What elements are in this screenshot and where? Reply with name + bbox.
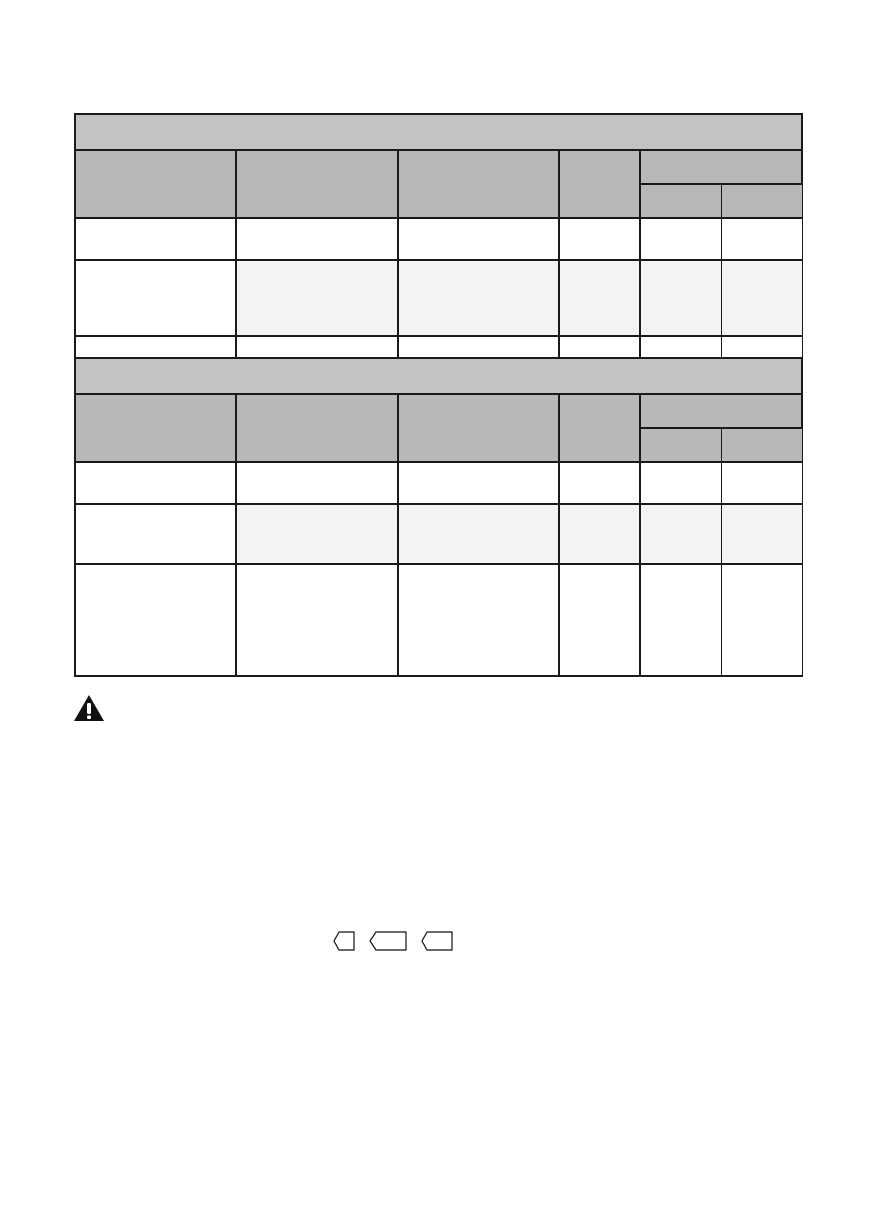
pentagon-tag-icon-small	[333, 931, 355, 951]
table-row	[75, 462, 802, 504]
table-cell	[236, 504, 398, 564]
table-cell	[721, 504, 802, 564]
table-row	[75, 218, 802, 260]
table-cell	[236, 336, 398, 358]
header-cell	[75, 150, 236, 218]
table-cell	[398, 260, 559, 336]
table-cell	[75, 260, 236, 336]
table-cell	[236, 260, 398, 336]
table-cell	[398, 462, 559, 504]
table-cell	[559, 462, 640, 504]
table-cell	[721, 564, 802, 676]
header-cell	[236, 394, 398, 462]
table-cell	[75, 218, 236, 260]
table-cell	[75, 336, 236, 358]
header-cell	[75, 394, 236, 462]
subheader-cell	[721, 184, 802, 218]
table-cell	[236, 564, 398, 676]
table-cell	[398, 218, 559, 260]
subheader-cell	[640, 428, 721, 462]
table-cell	[721, 336, 802, 358]
table-cell	[640, 564, 721, 676]
section-band-2	[75, 358, 802, 394]
table-row	[75, 564, 802, 676]
table-cell	[640, 462, 721, 504]
header-row	[75, 394, 802, 428]
header-group-cell	[640, 394, 802, 428]
table-cell	[75, 564, 236, 676]
table-cell	[559, 260, 640, 336]
warning-triangle-icon	[73, 694, 105, 722]
table-row	[75, 260, 802, 336]
table-cell	[398, 504, 559, 564]
header-cell	[559, 150, 640, 218]
tag-glyph-row	[333, 931, 463, 953]
table-cell	[640, 260, 721, 336]
table-cell	[236, 462, 398, 504]
table-cell	[559, 564, 640, 676]
table-cell	[398, 564, 559, 676]
table-cell	[75, 462, 236, 504]
table-row	[75, 504, 802, 564]
table-cell	[75, 504, 236, 564]
table-row	[75, 336, 802, 358]
table-cell	[640, 218, 721, 260]
header-cell	[398, 150, 559, 218]
section-band-cell	[75, 114, 802, 150]
table-cell	[640, 504, 721, 564]
section-band-1	[75, 114, 802, 150]
header-cell	[398, 394, 559, 462]
section-band-cell	[75, 358, 802, 394]
table-cell	[721, 462, 802, 504]
table-cell	[640, 336, 721, 358]
table-cell	[559, 504, 640, 564]
pentagon-tag-icon-medium	[421, 931, 453, 951]
table-cell	[559, 336, 640, 358]
spec-table	[74, 113, 803, 677]
header-group-cell	[640, 150, 802, 184]
table-cell	[559, 218, 640, 260]
header-row	[75, 150, 802, 184]
table-cell	[721, 260, 802, 336]
header-cell	[559, 394, 640, 462]
table-cell	[721, 218, 802, 260]
spec-table-container	[74, 113, 801, 677]
table-cell	[398, 336, 559, 358]
pentagon-tag-icon-large	[369, 931, 407, 951]
subheader-cell	[721, 428, 802, 462]
subheader-cell	[640, 184, 721, 218]
table-cell	[236, 218, 398, 260]
header-cell	[236, 150, 398, 218]
